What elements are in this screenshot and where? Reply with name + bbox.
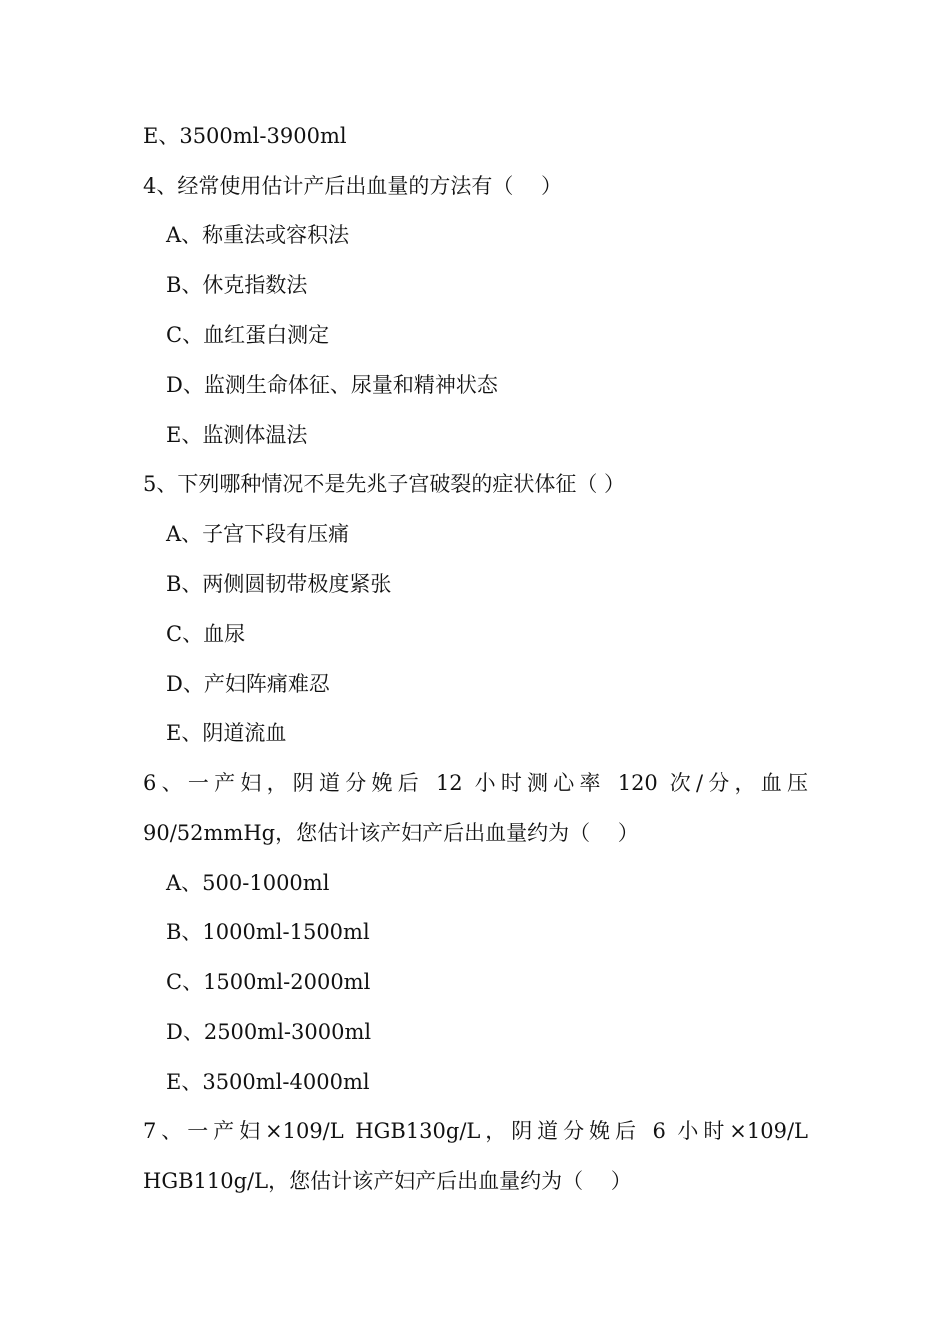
q6-option-a: A、500-1000ml bbox=[166, 871, 330, 895]
q5-option-c: C、血尿 bbox=[166, 622, 246, 646]
q5-option-d: D、产妇阵痛难忍 bbox=[166, 672, 330, 696]
question-6-line-1: 6、一产妇，阴道分娩后 12 小时测心率 120 次/分，血压 bbox=[143, 771, 808, 795]
q6-option-c: C、1500ml-2000ml bbox=[166, 970, 371, 994]
question-4: 4、经常使用估计产后出血量的方法有（ ） bbox=[143, 174, 563, 198]
q4-option-a: A、称重法或容积法 bbox=[166, 223, 350, 247]
q4-option-b: B、休克指数法 bbox=[166, 273, 308, 297]
question-7-line-2: HGB110g/L，您估计该产妇产后出血量约为（ ） bbox=[143, 1169, 632, 1193]
q5-option-a: A、子宫下段有压痛 bbox=[166, 522, 350, 546]
q6-option-d: D、2500ml-3000ml bbox=[166, 1020, 372, 1044]
q6-option-b: B、1000ml-1500ml bbox=[166, 920, 370, 944]
q5-option-e: E、阴道流血 bbox=[166, 721, 287, 745]
q6-option-e: E、3500ml-4000ml bbox=[166, 1070, 370, 1094]
q4-option-c: C、血红蛋白测定 bbox=[166, 323, 330, 347]
question-5: 5、下列哪种情况不是先兆子宫破裂的症状体征（ ） bbox=[143, 472, 626, 496]
q5-option-b: B、两侧圆韧带极度紧张 bbox=[166, 572, 392, 596]
option-e-prev: E、3500ml-3900ml bbox=[143, 124, 347, 148]
q4-option-e: E、监测体温法 bbox=[166, 423, 308, 447]
question-7-line-1: 7、一产妇×109/L HGB130g/L，阴道分娩后 6 小时×109/L bbox=[143, 1119, 808, 1143]
q4-option-d: D、监测生命体征、尿量和精神状态 bbox=[166, 373, 498, 397]
question-6-line-2: 90/52mmHg，您估计该产妇产后出血量约为（ ） bbox=[143, 821, 639, 845]
